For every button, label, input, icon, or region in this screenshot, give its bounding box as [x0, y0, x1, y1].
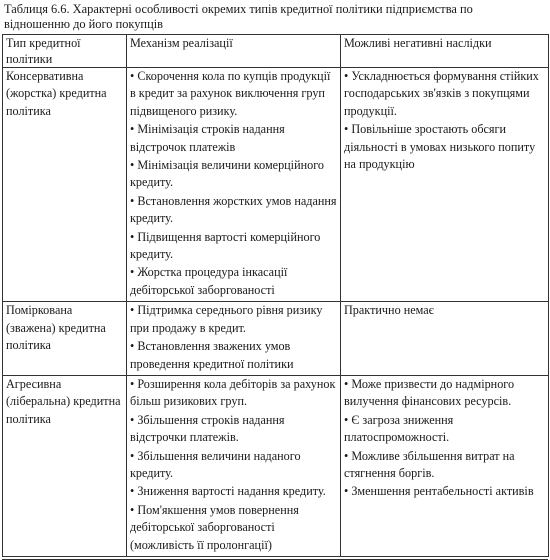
mechanism-item: • Розширення кола дебіторів за рахунок більш ризикових груп.	[130, 376, 337, 411]
cell-policy-type: Помірковaна (зважена) кредитна політика	[3, 302, 127, 376]
mechanism-item: • Встановлення жорстких умов надання кредиту.	[130, 193, 337, 228]
header-consequences: Можливі негативні наслідки	[341, 35, 549, 68]
cell-consequences	[341, 375, 549, 556]
cell-consequences	[341, 68, 549, 302]
cell-mechanism	[127, 68, 341, 302]
mechanism-item: • Збільшення величини наданого кредиту.	[130, 448, 337, 483]
mechanism-item: • Мінімізація величини комерційного кредиту.	[130, 157, 337, 192]
cell-mechanism	[127, 375, 341, 556]
consequence-item: • Може призвести до надмірного вилучення фінансових ресурсів.	[344, 376, 545, 411]
cell-consequences: Практично немає	[341, 302, 549, 376]
consequence-item: • Ускладнюється формування стійких господарських зв'язків з покупцями продукції.	[344, 68, 545, 120]
mechanism-item: • Встановлення зважених умов проведення кредитної політики	[130, 338, 337, 373]
table-row-conservative	[3, 68, 549, 302]
mechanism-item: • Підвищення вартості комерційного кредиту.	[130, 229, 337, 264]
header-mechanism: Механізм реалізації	[127, 35, 341, 68]
table-row-moderate	[3, 302, 549, 376]
consequence-item: • Повільніше зростають обсяги діяльності в умовах низького попиту на продукцію	[344, 121, 545, 173]
header-policy-type: Тип кредитної політики	[3, 35, 127, 68]
cell-mechanism	[127, 302, 341, 376]
mechanism-item: • Збільшення строків надання відстрочки платежів.	[130, 412, 337, 447]
mechanism-item: • Жорстка процедура інкасації дебіторської заборгованості	[130, 264, 337, 299]
consequence-item: • Можливе збільшення витрат на стягнення боргів.	[344, 448, 545, 483]
credit-policy-table	[2, 34, 549, 557]
table-caption: Таблиця 6.6. Характерні особливості окремих типів кредитної політики підприємства по відношенню до його покупців	[4, 2, 473, 31]
mechanism-item: • Пом'якшення умов повернення дебіторської заборгованості (можливість її пролонгації)	[130, 502, 337, 554]
mechanism-item: • Мінімізація строків надання відстрочок платежів	[130, 121, 337, 156]
consequence-item: • Зменшення рентабельності активів	[344, 483, 545, 500]
mechanism-item: • Підтримка середнього рівня ризику при продажу в кредит.	[130, 302, 337, 337]
consequence-item: • Є загроза зниження платоспроможності.	[344, 412, 545, 447]
table-header-row	[3, 35, 549, 68]
table-row-aggressive	[3, 375, 549, 556]
cell-policy-type: Агресивна (ліберальна) кредитна політика	[3, 375, 127, 556]
mechanism-item: • Зниження вартості надання кредиту.	[130, 483, 337, 500]
cell-policy-type: Консервативна (жорстка) кредитна політика	[3, 68, 127, 302]
mechanism-item: • Скорочення кола по купців продукції в кредит за рахунок виключення груп підвищеного ризику.	[130, 68, 337, 120]
